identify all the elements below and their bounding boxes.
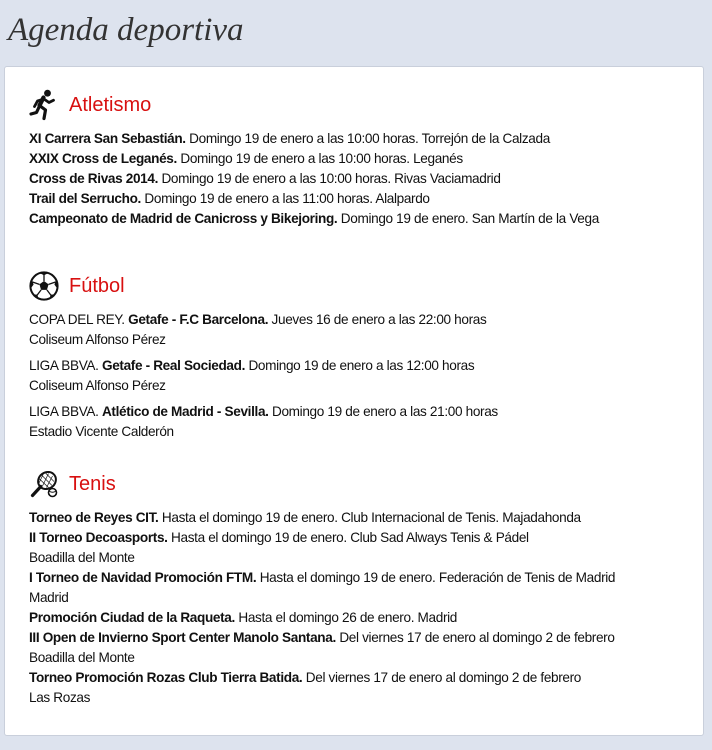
section-futbol <box>5 270 703 439</box>
runner-icon <box>28 89 60 121</box>
page-title: Agenda deportiva <box>8 12 244 48</box>
agenda-card <box>4 66 704 736</box>
event-details: Domingo 19 de enero a las 11:00 horas. Alalpardo <box>140 191 430 206</box>
event-name: Campeonato de Madrid de Canicross y Bikejoring. <box>29 211 338 226</box>
event-details: Hasta el domingo 26 de enero. Madrid <box>234 610 457 625</box>
list-item <box>29 402 701 442</box>
list-item <box>29 356 701 396</box>
atletismo-list <box>29 129 701 229</box>
list-item <box>29 608 701 628</box>
competition-name: LIGA BBVA. <box>29 358 102 373</box>
section-title-futbol: Fútbol <box>69 275 125 297</box>
list-item <box>29 169 701 189</box>
list-item <box>29 189 701 209</box>
match-details: Jueves 16 de enero a las 22:00 horas <box>268 312 487 327</box>
competition-name: COPA DEL REY. <box>29 312 129 327</box>
event-details: Hasta el domingo 19 de enero. Club Sad Always Tenis & Pádel <box>167 530 529 545</box>
match-details: Domingo 19 de enero a las 21:00 horas <box>268 404 498 419</box>
soccer-ball-icon <box>28 270 60 302</box>
list-item <box>29 508 701 528</box>
match-name: Getafe - Real Sociedad. <box>101 358 246 373</box>
list-item <box>29 528 701 568</box>
event-name: I Torneo de Navidad Promoción FTM. <box>29 570 257 585</box>
section-header-tenis <box>5 468 703 502</box>
match-venue: Estadio Vicente Calderón <box>29 424 174 439</box>
event-name: II Torneo Decoasports. <box>29 530 168 545</box>
event-details: Domingo 19 de enero. San Martín de la Vega <box>337 211 599 226</box>
event-name: Cross de Rivas 2014. <box>29 171 159 186</box>
event-details: Domingo 19 de enero a las 10:00 horas. Rivas Vaciamadrid <box>158 171 501 186</box>
event-location: Boadilla del Monte <box>29 550 135 565</box>
futbol-list <box>29 310 701 448</box>
list-item <box>29 628 701 668</box>
list-item <box>29 310 701 350</box>
event-name: Torneo Promoción Rozas Club Tierra Batida. <box>29 670 303 685</box>
event-name: Promoción Ciudad de la Raqueta. <box>29 610 235 625</box>
section-tenis <box>5 468 703 705</box>
event-details: Del viernes 17 de enero al domingo 2 de febrero <box>302 670 582 685</box>
tennis-racket-icon <box>28 468 60 500</box>
section-header-futbol <box>5 270 703 304</box>
event-name: Trail del Serrucho. <box>29 191 141 206</box>
list-item <box>29 209 701 229</box>
section-title-atletismo: Atletismo <box>69 94 152 116</box>
list-item <box>29 668 701 708</box>
event-name: III Open de Invierno Sport Center Manolo Santana. <box>29 630 336 645</box>
event-details: Del viernes 17 de enero al domingo 2 de febrero <box>335 630 615 645</box>
match-venue: Coliseum Alfonso Pérez <box>29 332 166 347</box>
list-item <box>29 568 701 608</box>
match-name: Atlético de Madrid - Sevilla. <box>101 404 269 419</box>
event-name: Torneo de Reyes CIT. <box>29 510 159 525</box>
event-location: Las Rozas <box>29 690 91 705</box>
section-atletismo <box>5 89 703 226</box>
list-item <box>29 149 701 169</box>
tenis-list <box>29 508 701 708</box>
list-item <box>29 129 701 149</box>
match-name: Getafe - F.C Barcelona. <box>128 312 269 327</box>
section-header-atletismo <box>5 89 703 123</box>
event-details: Hasta el domingo 19 de enero. Federación de Tenis de Madrid <box>256 570 616 585</box>
event-details: Hasta el domingo 19 de enero. Club Internacional de Tenis. Majadahonda <box>158 510 581 525</box>
competition-name: LIGA BBVA. <box>29 404 102 419</box>
event-name: XXIX Cross de Leganés. <box>29 151 177 166</box>
event-location: Madrid <box>29 590 69 605</box>
event-location: Boadilla del Monte <box>29 650 135 665</box>
section-title-tenis: Tenis <box>69 473 116 495</box>
event-details: Domingo 19 de enero a las 10:00 horas. Leganés <box>176 151 463 166</box>
match-venue: Coliseum Alfonso Pérez <box>29 378 166 393</box>
event-name: XI Carrera San Sebastián. <box>29 131 186 146</box>
event-details: Domingo 19 de enero a las 10:00 horas. Torrejón de la Calzada <box>185 131 550 146</box>
match-details: Domingo 19 de enero a las 12:00 horas <box>245 358 475 373</box>
